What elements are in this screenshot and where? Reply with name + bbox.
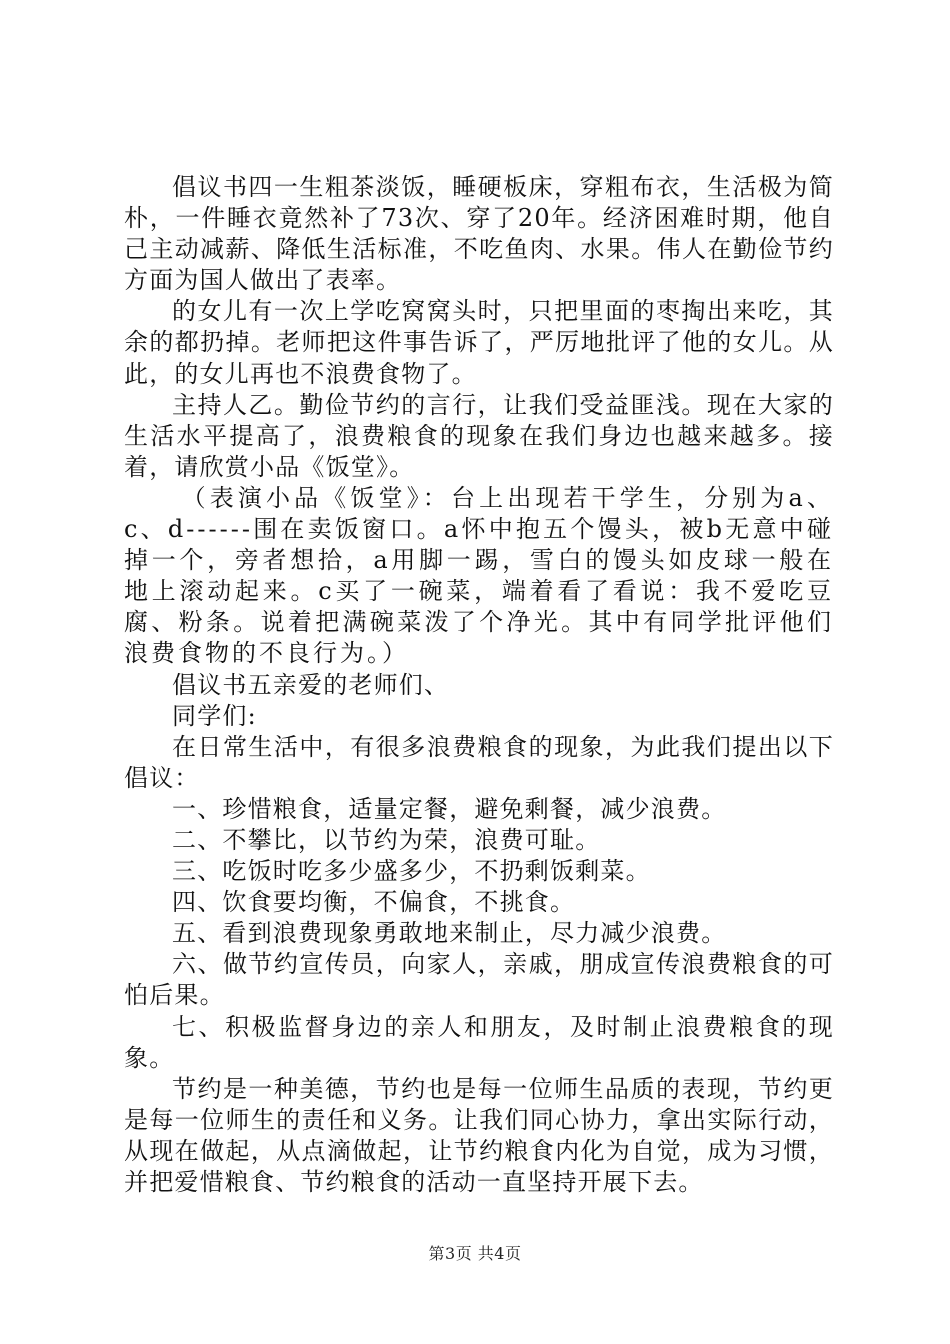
paragraph-host-b: 主持人乙。勤俭节约的言行，让我们受益匪浅。现在大家的生活水平提高了，浪费粮食的现象在我们身边也越来越多。接着，请欣赏小品《饭堂》。 bbox=[124, 390, 834, 481]
list-item-proposal-3: 三、吃饭时吃多少盛多少，不扔剩饭剩菜。 bbox=[172, 857, 651, 886]
paragraph-proposal-four: 倡议书四一生粗茶淡饭，睡硬板床，穿粗布衣，生活极为简朴，一件睡衣竟然补了73次、穿了20年。经济困难时期，他自己主动减薪、降低生活标准，不吃鱼肉、水果。伟人在勤俭节约方面为国人做出了表率。 bbox=[124, 173, 834, 295]
paragraph-skit-description: （表演小品《饭堂》：台上出现若干学生，分别为a、c、d------围在卖饭窗口。a怀中抱五个馒头，被b无意中碰掉一个，旁者想拾，a用脚一踢，雪白的馒头如皮球一般在地上滚动起来。c买了一碗菜，端着看了看说：我不爱吃豆腐、粉条。说着把满碗菜泼了个净光。其中有同学批评他们浪费食物的不良行为。） bbox=[124, 483, 834, 668]
paragraph-daughter-story: 的女儿有一次上学吃窝窝头时，只把里面的枣掏出来吃，其余的都扔掉。老师把这件事告诉了，严厉地批评了他的女儿。从此，的女儿再也不浪费食物了。 bbox=[124, 297, 834, 388]
paragraph-proposal-intro: 在日常生活中，有很多浪费粮食的现象，为此我们提出以下倡议： bbox=[124, 732, 834, 792]
paragraph-conclusion: 节约是一种美德，节约也是每一位师生品质的表现，节约更是每一位师生的责任和义务。让我们同心协力，拿出实际行动，从现在做起，从点滴做起，让节约粮食内化为自觉，成为习惯，并把爱惜粮食、节约粮食的活动一直坚持开展下去。 bbox=[124, 1074, 834, 1196]
list-item-proposal-6: 六、做节约宣传员，向家人，亲戚，朋成宣传浪费粮食的可怕后果。 bbox=[124, 950, 834, 1010]
paragraph-proposal-five-greeting: 倡议书五亲爱的老师们、 bbox=[172, 670, 450, 699]
list-item-proposal-2: 二、不攀比，以节约为荣，浪费可耻。 bbox=[172, 825, 601, 854]
list-item-proposal-5: 五、看到浪费现象勇敢地来制止，尽力减少浪费。 bbox=[172, 919, 727, 948]
document-body bbox=[124, 172, 834, 1198]
list-item-proposal-4: 四、饮食要均衡，不偏食，不挑食。 bbox=[172, 888, 576, 917]
list-item-proposal-1: 一、珍惜粮食，适量定餐，避免剩餐，减少浪费。 bbox=[172, 794, 727, 823]
paragraph-classmates: 同学们: bbox=[172, 701, 257, 730]
page-number-footer: 第3页 共4页 bbox=[428, 1244, 522, 1263]
list-item-proposal-7: 七、积极监督身边的亲人和朋友，及时制止浪费粮食的现象。 bbox=[124, 1012, 834, 1072]
